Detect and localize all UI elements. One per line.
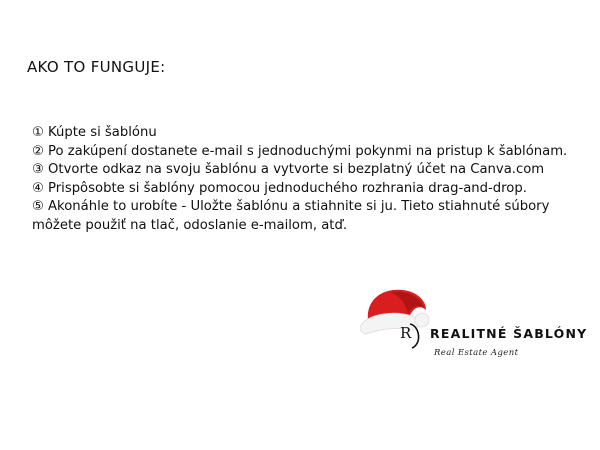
step-item-5: ⑤ Akonáhle to urobíte - Uložte šablónu a stiahnite si ju. Tieto stiahnuté súbory môžete použiť na tlač, odoslanie e-mailom, atď. [32,199,550,233]
logo-monogram: R [400,324,412,342]
step-item-4: ④ Prispôsobte si šablóny pomocou jednoduchého rozhrania drag-and-drop. [32,180,527,196]
page-title: AKO TO FUNGUJE: [27,58,166,76]
brand-name: REALITNÉ ŠABLÓNY [430,326,588,341]
brand-tagline: Real Estate Agent [434,348,519,358]
step-item-1: ① Kúpte si šablónu [32,125,157,140]
brand-logo [360,286,588,366]
steps-list [32,124,572,236]
step-item-3: ③ Otvorte odkaz na svoju šablónu a vytvorte si bezplatný účet na Canva.com [32,162,545,178]
step-item-2: ② Po zakúpení dostanete e-mail s jednoduchými pokynmi na pristup k šablónam. [32,143,568,159]
